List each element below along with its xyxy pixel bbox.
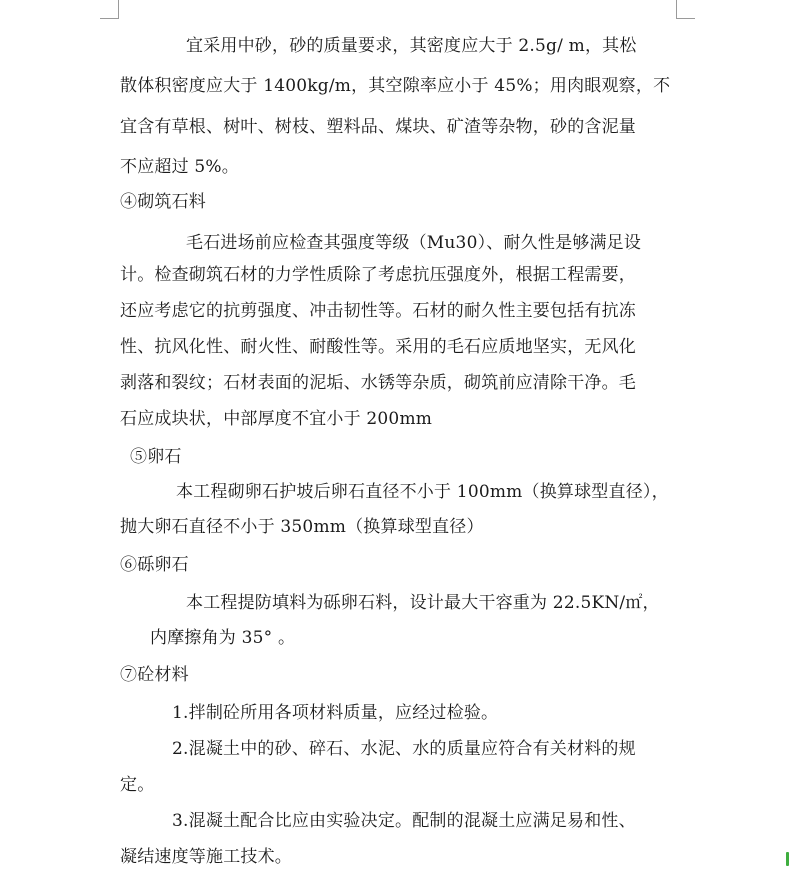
paragraph-line: 本工程提防填料为砾卵石料，设计最大干容重为 22.5KN/㎡， [186, 593, 660, 613]
paragraph-line: 宜含有草根、树叶、树枝、塑料品、煤块、矿渣等杂物，砂的含泥量 [120, 117, 636, 137]
paragraph-line: 还应考虑它的抗剪强度、冲击韧性等。石材的耐久性主要包括有抗冻 [120, 301, 636, 321]
section-heading: ⑤卵石 [130, 447, 182, 467]
list-item: 3.混凝土配合比应由实验决定。配制的混凝土应满足易和性、 [172, 811, 636, 831]
section-heading: ⑦砼材料 [120, 665, 189, 685]
page-corner-mark-right [676, 0, 695, 19]
paragraph-line: 剥落和裂纹；石材表面的泥垢、水锈等杂质，砌筑前应清除干净。毛 [120, 373, 636, 393]
paragraph-line: 毛石进场前应检查其强度等级（Mu30）、耐久性是够满足设 [186, 233, 642, 253]
paragraph-line: 内摩擦角为 35° 。 [150, 628, 296, 648]
section-heading: ④砌筑石料 [120, 192, 206, 212]
paragraph-line: 本工程砌卵石护坡后卵石直径不小于 100mm（换算球型直径）， [176, 482, 669, 502]
paragraph-line: 宜采用中砂，砂的质量要求，其密度应大于 2.5g/ m，其松 [186, 36, 637, 56]
list-item: 1.拌制砼所用各项材料质量，应经过检验。 [172, 703, 499, 723]
list-item-continuation: 定。 [120, 775, 155, 795]
list-item: 2.混凝土中的砂、碎石、水泥、水的质量应符合有关材料的规 [172, 739, 636, 759]
paragraph-line: 石应成块状，中部厚度不宜小于 200mm [120, 409, 433, 429]
edge-marker [786, 852, 789, 866]
section-heading: ⑥砾卵石 [120, 555, 189, 575]
page-corner-mark-left [100, 0, 119, 19]
list-item-continuation: 凝结速度等施工技术。 [120, 847, 292, 867]
paragraph-line: 性、抗风化性、耐火性、耐酸性等。采用的毛石应质地坚实，无风化 [120, 337, 636, 357]
paragraph-line: 不应超过 5%。 [120, 157, 239, 177]
paragraph-line: 计。检查砌筑石材的力学性质除了考虑抗压强度外，根据工程需要， [120, 265, 636, 285]
paragraph-line: 散体积密度应大于 1400kg/m，其空隙率应小于 45%；用肉眼观察，不 [120, 76, 671, 96]
paragraph-line: 抛大卵石直径不小于 350mm（换算球型直径） [120, 517, 484, 537]
